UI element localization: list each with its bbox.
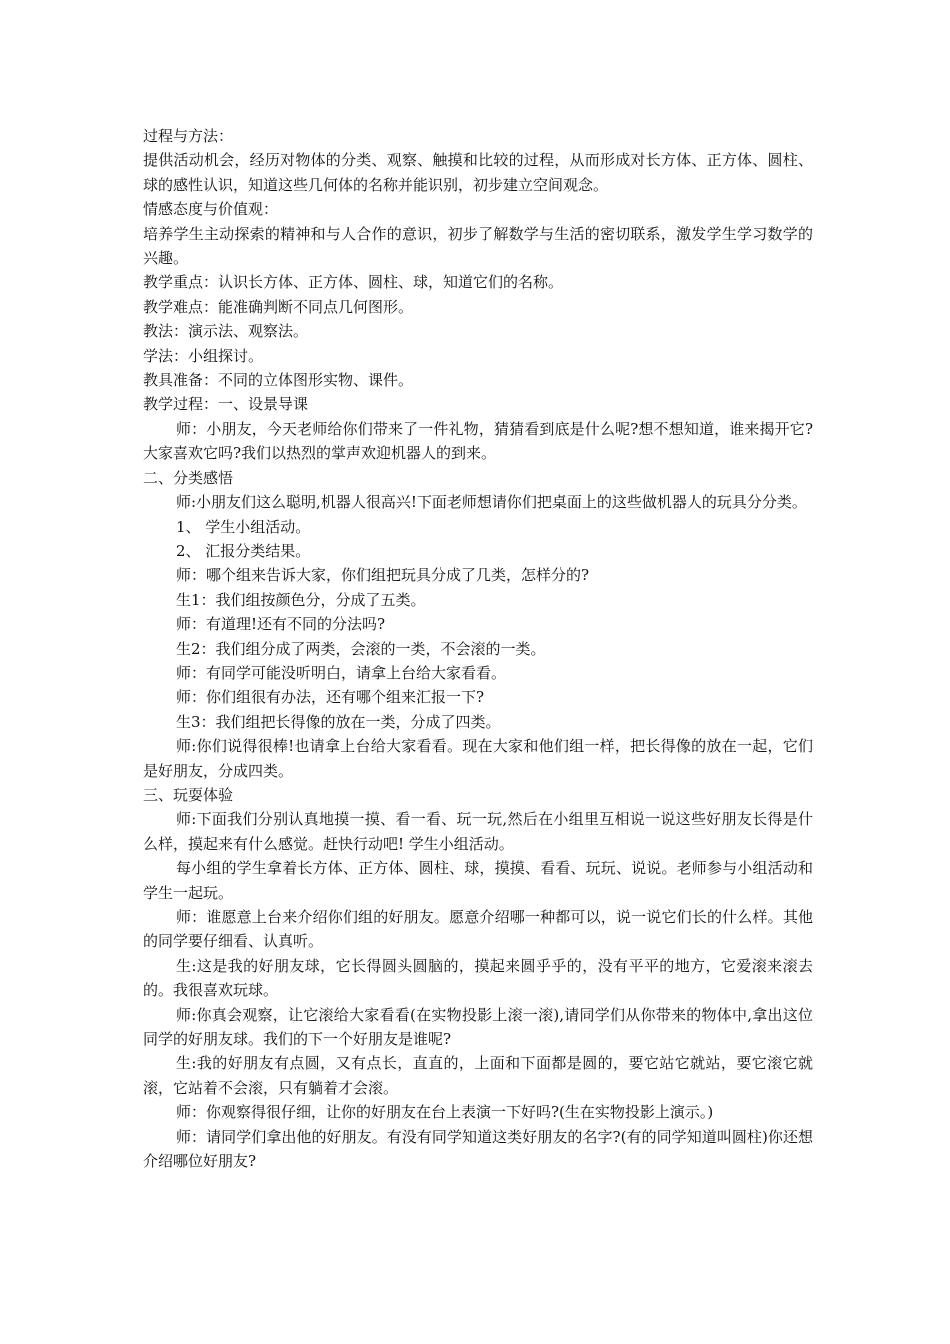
paragraph-teacher-play: 师:下面我们分别认真地摸一摸、看一看、玩一玩,然后在小组里互相说一说这些好朋友长得是什么样，摸起来有什么感觉。赶快行动吧! 学生小组活动。 <box>143 810 813 853</box>
paragraph-student-ball: 生:这是我的好朋友球，它长得圆头圆脑的，摸起来圆乎乎的，没有平平的地方，它爱滚来滚去的。我很喜欢玩球。 <box>143 956 813 1000</box>
paragraph-learning-method: 学法：小组探讨。 <box>143 346 264 365</box>
paragraph-teacher-reply-2: 师：有同学可能没听明白，请拿上台给大家看看。 <box>176 663 507 682</box>
paragraph-student-1: 生1：我们组按颜色分，分成了五类。 <box>176 590 426 609</box>
paragraph-teacher-reply-3: 师：你们组很有办法，还有哪个组来汇报一下? <box>176 688 485 707</box>
section-heading-play: 三、玩耍体验 <box>143 785 234 804</box>
paragraph-teacher-reply-4: 师:你们说得很棒!也请拿上台给大家看看。现在大家和他们组一样，把长得像的放在一起，它们是好朋友，分成四类。 <box>143 737 813 780</box>
paragraph-attitude: 培养学生主动探索的精神和与人合作的意识，初步了解数学与生活的密切联系，激发学生学习数学的兴趣。 <box>143 224 813 268</box>
paragraph-difficulty: 教学难点：能准确判断不同点几何图形。 <box>143 297 414 316</box>
paragraph-teaching-aids: 教具准备：不同的立体图形实物、课件。 <box>143 371 414 390</box>
paragraph-process-method-heading: 过程与方法： <box>143 127 234 145</box>
paragraph-process-heading: 教学过程：一、设景导课 <box>143 395 309 414</box>
paragraph-process-method: 提供活动机会，经历对物体的分类、观察、触摸和比较的过程，从而形成对长方体、正方体、圆柱、球的感性认识，知道这些几何体的名称并能识别，初步建立空间观念。 <box>143 151 813 194</box>
paragraph-key-point: 教学重点：认识长方体、正方体、圆柱、球，知道它们的名称。 <box>143 273 564 292</box>
paragraph-teacher-intro: 师：小朋友，今天老师给你们带来了一件礼物，猜猜看到底是什么呢?想不想知道，谁来揭开它?大家喜欢它吗?我们以热烈的掌声欢迎机器人的到来。 <box>143 419 813 463</box>
paragraph-student-2: 生2：我们组分成了两类，会滚的一类，不会滚的一类。 <box>176 639 546 658</box>
section-heading-classify: 二、分类感悟 <box>143 468 234 487</box>
paragraph-teaching-method: 教法：演示法、观察法。 <box>143 322 309 341</box>
paragraph-teacher-ball: 师:你真会观察，让它滚给大家看看(在实物投影上滚一滚),请同学们从你带来的物体中,拿出这位同学的好朋友球。我们的下一个好朋友是谁呢? <box>143 1005 813 1049</box>
list-item-report-results: 2、 汇报分类结果。 <box>176 541 311 560</box>
paragraph-teacher-classify: 师:小朋友们这么聪明,机器人很高兴!下面老师想请你们把桌面上的这些做机器人的玩具分分类。 <box>176 493 807 512</box>
paragraph-teacher-introduce: 师：谁愿意上台来介绍你们组的好朋友。愿意介绍哪一种都可以，说一说它们长的什么样。其他的同学要仔细看、认真听。 <box>143 908 813 951</box>
paragraph-teacher-question: 师：哪个组来告诉大家，你们组把玩具分成了几类，怎样分的? <box>176 566 590 585</box>
paragraph-student-cylinder: 生:我的好朋友有点圆，又有点长，直直的，上面和下面都是圆的，要它站它就站，要它滚它就滚，它站着不会滚，只有躺着才会滚。 <box>143 1054 813 1097</box>
list-item-group-activity: 1、 学生小组活动。 <box>176 517 311 536</box>
paragraph-attitude-heading: 情感态度与价值观： <box>143 200 279 219</box>
paragraph-teacher-demo: 师：你观察得很仔细，让你的好朋友在台上表演一下好吗?(生在实物投影上演示。) <box>176 1103 714 1122</box>
paragraph-student-3: 生3：我们组把长得像的放在一类，分成了四类。 <box>176 712 501 731</box>
paragraph-teacher-cylinder: 师：请同学们拿出他的好朋友。有没有同学知道这类好朋友的名字?(有的同学知道叫圆柱)你还想介绍哪位好朋友? <box>143 1127 813 1171</box>
paragraph-group-play: 每小组的学生拿着长方体、正方体、圆柱、球，摸摸、看看、玩玩、说说。老师参与小组活动和学生一起玩。 <box>143 859 813 902</box>
paragraph-teacher-reply-1: 师：有道理!还有不同的分法吗? <box>176 615 386 634</box>
document-body <box>143 124 813 1173</box>
